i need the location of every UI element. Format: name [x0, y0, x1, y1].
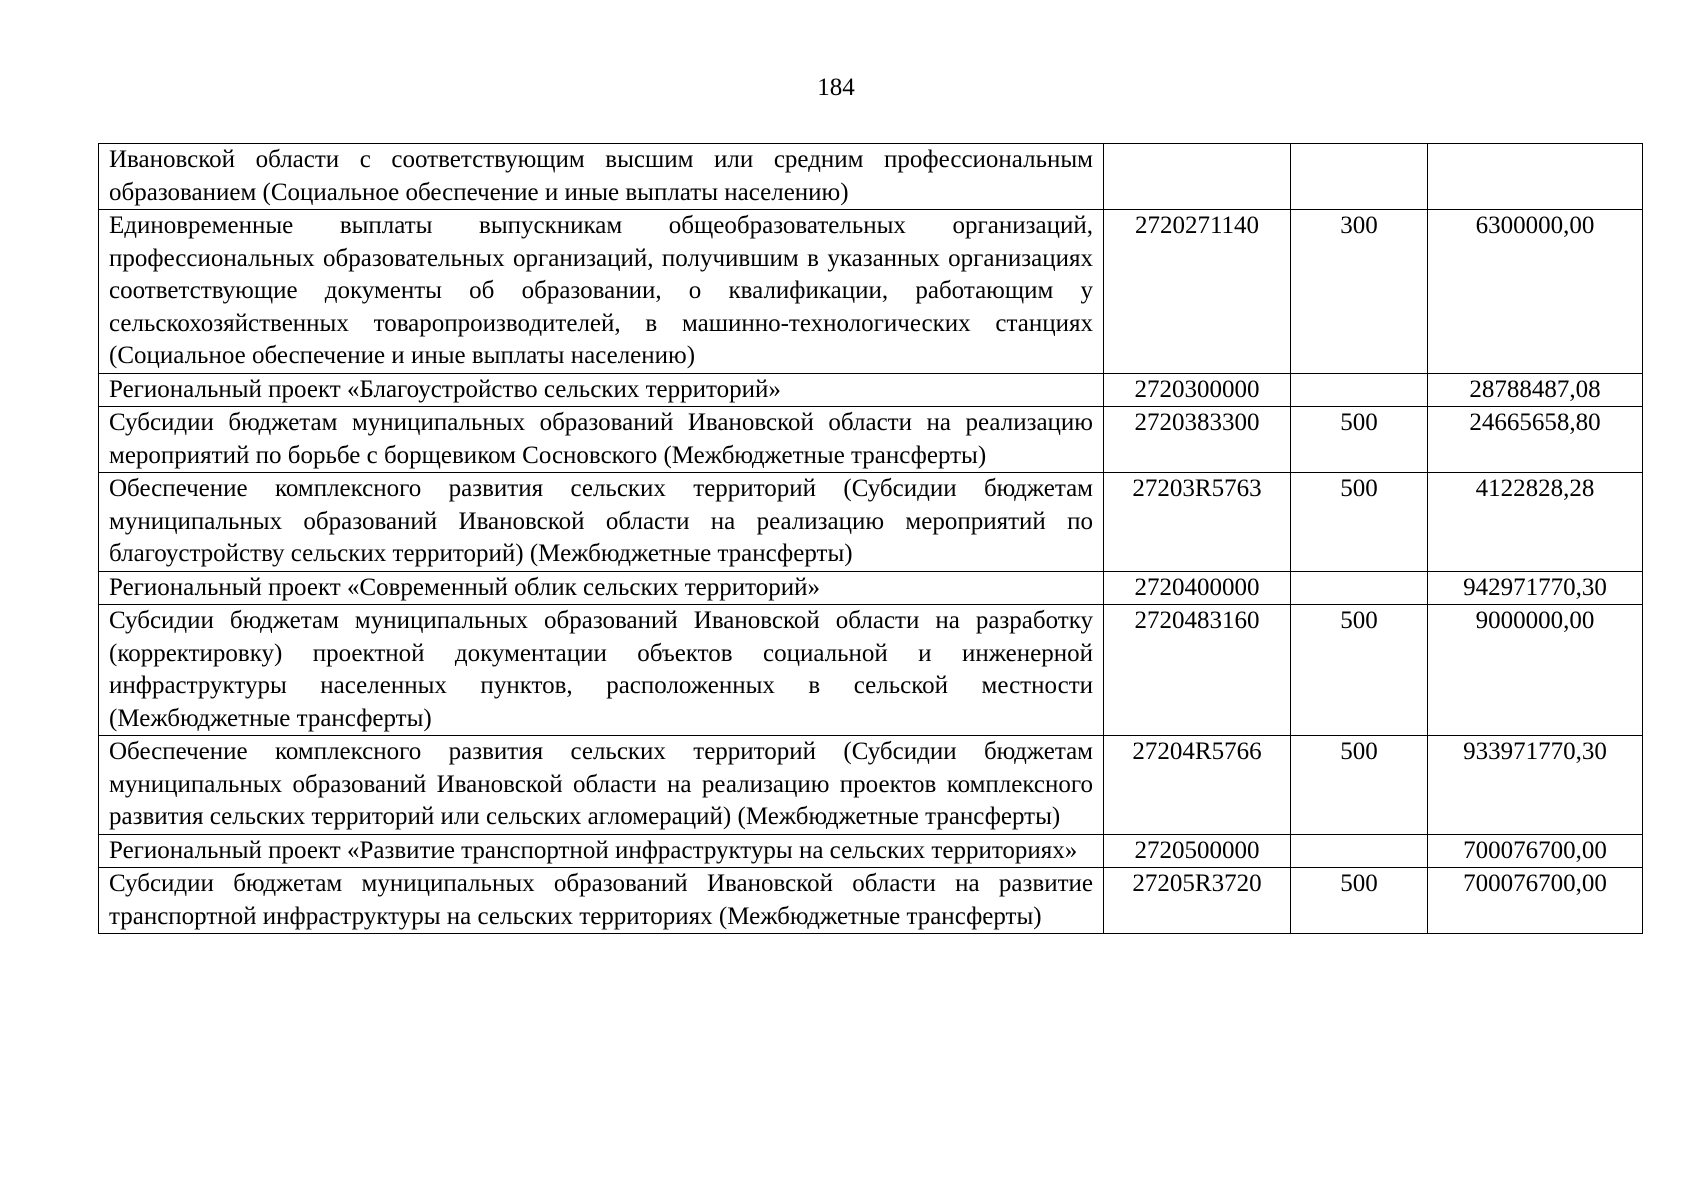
row-name-cell [99, 407, 1104, 473]
row-code-cell [1104, 373, 1291, 407]
row-type: 500 [1340, 738, 1378, 765]
row-name-cell [99, 736, 1104, 835]
row-amount-cell [1428, 373, 1643, 407]
row-amount-cell [1428, 605, 1643, 736]
row-amount: 28788487,08 [1469, 375, 1601, 403]
row-amount-cell [1428, 473, 1643, 572]
row-name: Ивановской области с соответствующим высшим или средним профессиональным образованием (Социальное обеспечение и иные выплаты населению) [109, 146, 1093, 206]
table-row [99, 834, 1643, 868]
table-row [99, 473, 1643, 572]
row-amount: 4122828,28 [1475, 475, 1595, 502]
table-row [99, 571, 1643, 605]
row-amount-cell [1428, 144, 1643, 210]
row-name: Региональный проект «Развитие транспортной инфраструктуры на сельских территориях» [109, 836, 1078, 864]
row-amount-cell [1428, 407, 1643, 473]
row-code: 27205R3720 [1132, 870, 1262, 897]
row-name: Региональный проект «Современный облик сельских территорий» [109, 573, 820, 601]
table-row [99, 210, 1643, 374]
row-code: 27203R5763 [1132, 475, 1262, 502]
row-amount: 6300000,00 [1475, 212, 1595, 239]
row-amount-cell [1428, 571, 1643, 605]
row-code-cell [1104, 736, 1291, 835]
row-code: 2720271140 [1134, 212, 1260, 239]
table-row [99, 373, 1643, 407]
row-name: Обеспечение комплексного развития сельских территорий (Субсидии бюджетам муниципальных образований Ивановской области на реализацию мероприятий по благоустройству сельских территорий) (Межбюджетные трансферты) [109, 475, 1093, 567]
row-code: 2720300000 [1134, 375, 1260, 403]
row-type: 500 [1340, 607, 1378, 634]
row-amount-cell [1428, 834, 1643, 868]
row-code: 2720400000 [1134, 573, 1260, 601]
row-name: Субсидии бюджетам муниципальных образований Ивановской области на реализацию мероприятий по борьбе с борщевиком Сосновского (Межбюджетные трансферты) [109, 409, 1093, 469]
row-amount: 9000000,00 [1475, 607, 1595, 634]
row-name: Единовременные выплаты выпускникам общеобразовательных организаций, профессиональных образовательных организаций, получившим в указанных организациях соответствующие документы об образовании, о квалификации, работающим у сельскохозяйственных товаропроизводителей, в машинно-технологических станциях (Социальное обеспечение и иные выплаты населению) [109, 212, 1093, 369]
row-code-cell [1104, 571, 1291, 605]
row-name-cell [99, 868, 1104, 934]
row-name-cell [99, 210, 1104, 374]
row-name: Субсидии бюджетам муниципальных образований Ивановской области на разработку (корректировку) проектной документации объектов социальной и инженерной инфраструктуры населенных пунктов, расположенных в сельской местности (Межбюджетные трансферты) [109, 607, 1093, 732]
row-name: Региональный проект «Благоустройство сельских территорий» [109, 375, 781, 403]
row-code-cell [1104, 210, 1291, 374]
row-name: Субсидии бюджетам муниципальных образований Ивановской области на развитие транспортной инфраструктуры на сельских территориях (Межбюджетные трансферты) [109, 870, 1093, 930]
row-type-cell [1291, 571, 1428, 605]
row-type-cell [1291, 834, 1428, 868]
row-type: 500 [1340, 475, 1378, 502]
row-name-cell [99, 571, 1104, 605]
row-code-cell [1104, 868, 1291, 934]
row-name-cell [99, 144, 1104, 210]
row-amount-cell [1428, 736, 1643, 835]
row-amount: 700076700,00 [1463, 836, 1607, 864]
row-code: 2720500000 [1134, 836, 1260, 864]
row-name-cell [99, 834, 1104, 868]
row-amount: 24665658,80 [1469, 409, 1601, 436]
row-type-cell [1291, 373, 1428, 407]
row-code-cell [1104, 834, 1291, 868]
row-type: 500 [1340, 409, 1378, 436]
row-amount-cell [1428, 210, 1643, 374]
row-code: 2720483160 [1134, 607, 1260, 634]
row-type-cell [1291, 407, 1428, 473]
row-name: Обеспечение комплексного развития сельских территорий (Субсидии бюджетам муниципальных образований Ивановской области на реализацию проектов комплексного развития сельских территорий или сельских агломераций) (Межбюджетные трансферты) [109, 738, 1093, 830]
row-code-cell [1104, 473, 1291, 572]
row-name-cell [99, 373, 1104, 407]
row-type: 300 [1340, 212, 1378, 239]
table-row [99, 736, 1643, 835]
row-amount: 700076700,00 [1463, 870, 1607, 897]
row-type-cell [1291, 144, 1428, 210]
row-type-cell [1291, 473, 1428, 572]
row-code-cell [1104, 144, 1291, 210]
table-row [99, 868, 1643, 934]
table-row [99, 144, 1643, 210]
row-amount: 933971770,30 [1463, 738, 1607, 765]
row-type: 500 [1340, 870, 1378, 897]
row-type-cell [1291, 736, 1428, 835]
row-type-cell [1291, 210, 1428, 374]
table-row [99, 407, 1643, 473]
budget-table [98, 143, 1643, 934]
row-type-cell [1291, 605, 1428, 736]
page-number: 184 [817, 74, 855, 101]
row-code-cell [1104, 605, 1291, 736]
row-name-cell [99, 473, 1104, 572]
row-code-cell [1104, 407, 1291, 473]
row-amount-cell [1428, 868, 1643, 934]
row-code: 2720383300 [1134, 409, 1260, 436]
row-amount: 942971770,30 [1463, 573, 1607, 601]
table-row [99, 605, 1643, 736]
row-code: 27204R5766 [1132, 738, 1262, 765]
row-name-cell [99, 605, 1104, 736]
row-type-cell [1291, 868, 1428, 934]
